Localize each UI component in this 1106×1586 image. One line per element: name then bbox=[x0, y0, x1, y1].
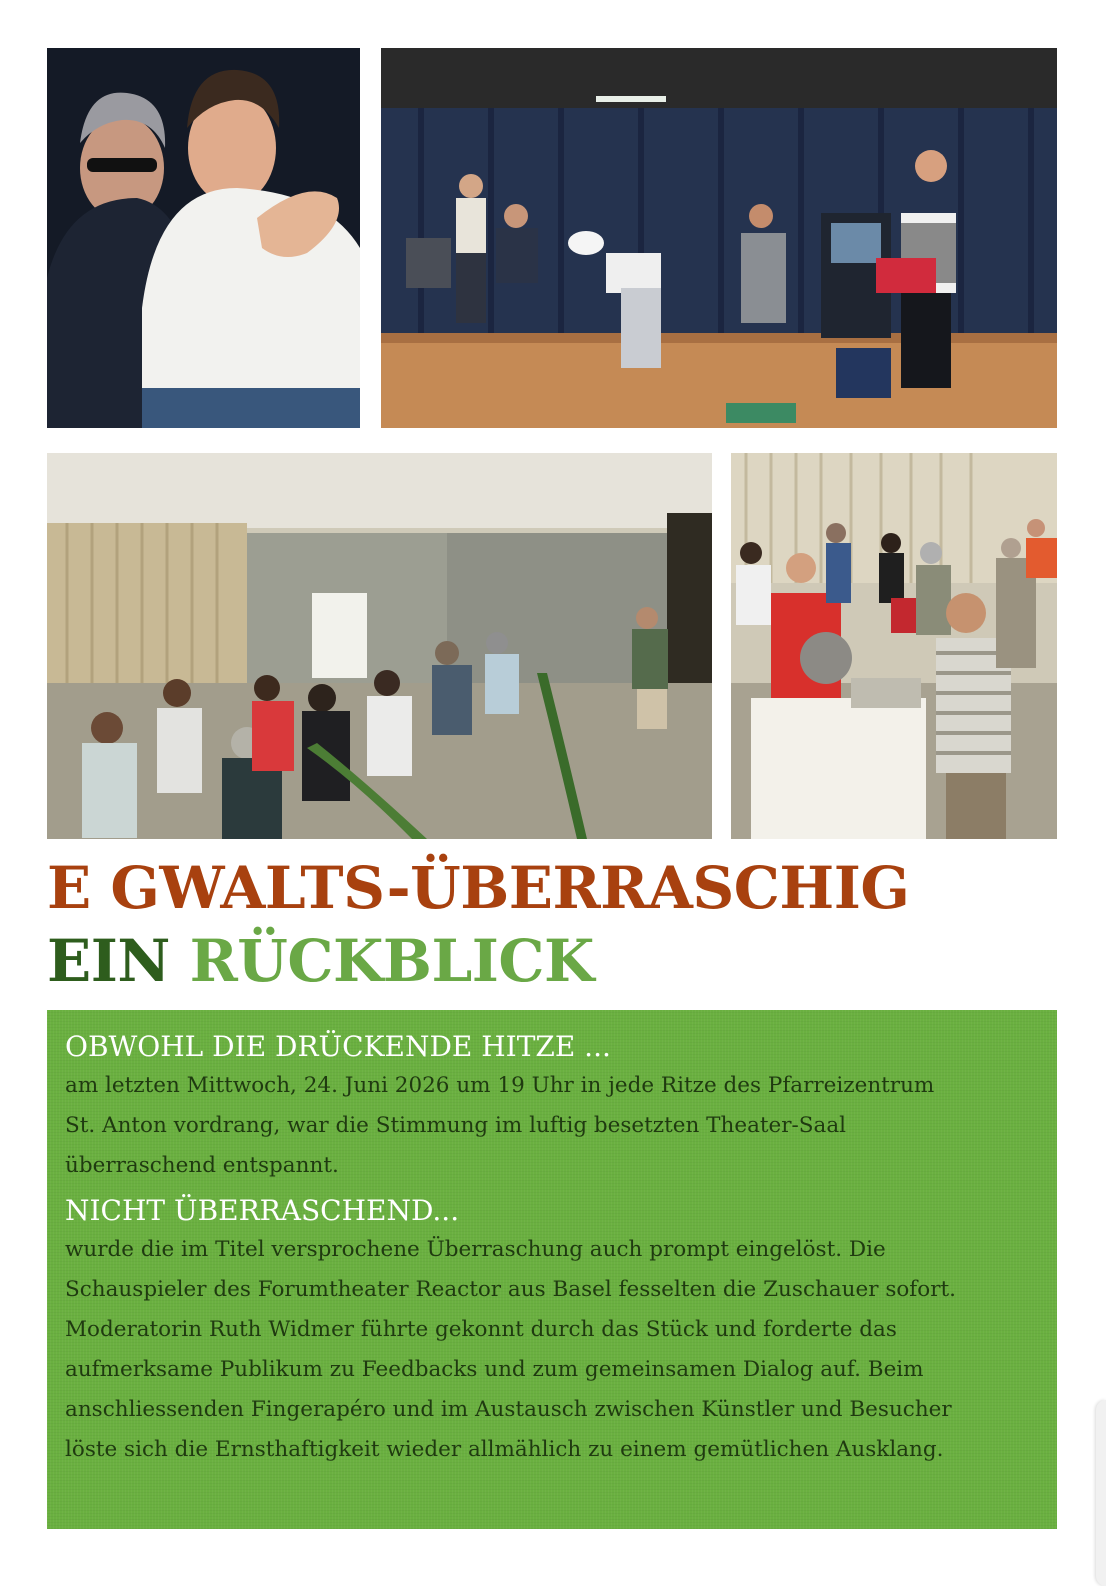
body-line: aufmerksame Publikum zu Feedbacks und zum gemeinsamen Dialog auf. Beim bbox=[65, 1357, 924, 1382]
photo-reception-guests bbox=[731, 453, 1057, 839]
section-heading-ueberraschend: NICHT ÜBERRASCHEND... bbox=[65, 1194, 460, 1227]
headline-title: E GWALTS-ÜBERRASCHIG bbox=[47, 854, 910, 922]
article-text-box bbox=[47, 1010, 1057, 1529]
photo-stage-performance-image bbox=[381, 48, 1057, 428]
body-line: Schauspieler des Forumtheater Reactor aus Basel fesselten die Zuschauer sofort. bbox=[65, 1277, 956, 1302]
body-line: löste sich die Ernsthaftigkeit wieder allmählich zu einem gemütlichen Ausklang. bbox=[65, 1437, 944, 1462]
body-line: wurde die im Titel versprochene Überraschung auch prompt eingelöst. Die bbox=[65, 1237, 886, 1262]
photo-men-on-stage-image bbox=[47, 48, 360, 428]
section-body-ueberraschend bbox=[65, 1230, 1039, 1470]
body-line: am letzten Mittwoch, 24. Juni 2026 um 19 Uhr in jede Ritze des Pfarreizentrum bbox=[65, 1073, 935, 1098]
photo-stage-performance bbox=[381, 48, 1057, 428]
body-line: Moderatorin Ruth Widmer führte gekonnt durch das Stück und forderte das bbox=[65, 1317, 897, 1342]
photo-audience-hall bbox=[47, 453, 712, 839]
photo-reception-guests-image bbox=[731, 453, 1057, 839]
body-line: St. Anton vordrang, war die Stimmung im luftig besetzten Theater-Saal bbox=[65, 1113, 847, 1138]
body-line: anschliessenden Fingerapéro und im Austausch zwischen Künstler und Besucher bbox=[65, 1397, 952, 1422]
section-heading-hitze: OBWOHL DIE DRÜCKENDE HITZE ... bbox=[65, 1030, 611, 1063]
photo-men-on-stage bbox=[47, 48, 360, 428]
photo-audience-hall-image bbox=[47, 453, 712, 839]
headline-subtitle-word-ein: EIN bbox=[47, 927, 170, 995]
headline-subtitle bbox=[47, 928, 1057, 994]
scroll-edge-handle[interactable] bbox=[1096, 1400, 1106, 1586]
headline-subtitle-word-rueckblick: RÜCKBLICK bbox=[189, 927, 594, 995]
body-line: überraschend entspannt. bbox=[65, 1153, 339, 1178]
section-body-hitze bbox=[65, 1066, 1039, 1186]
